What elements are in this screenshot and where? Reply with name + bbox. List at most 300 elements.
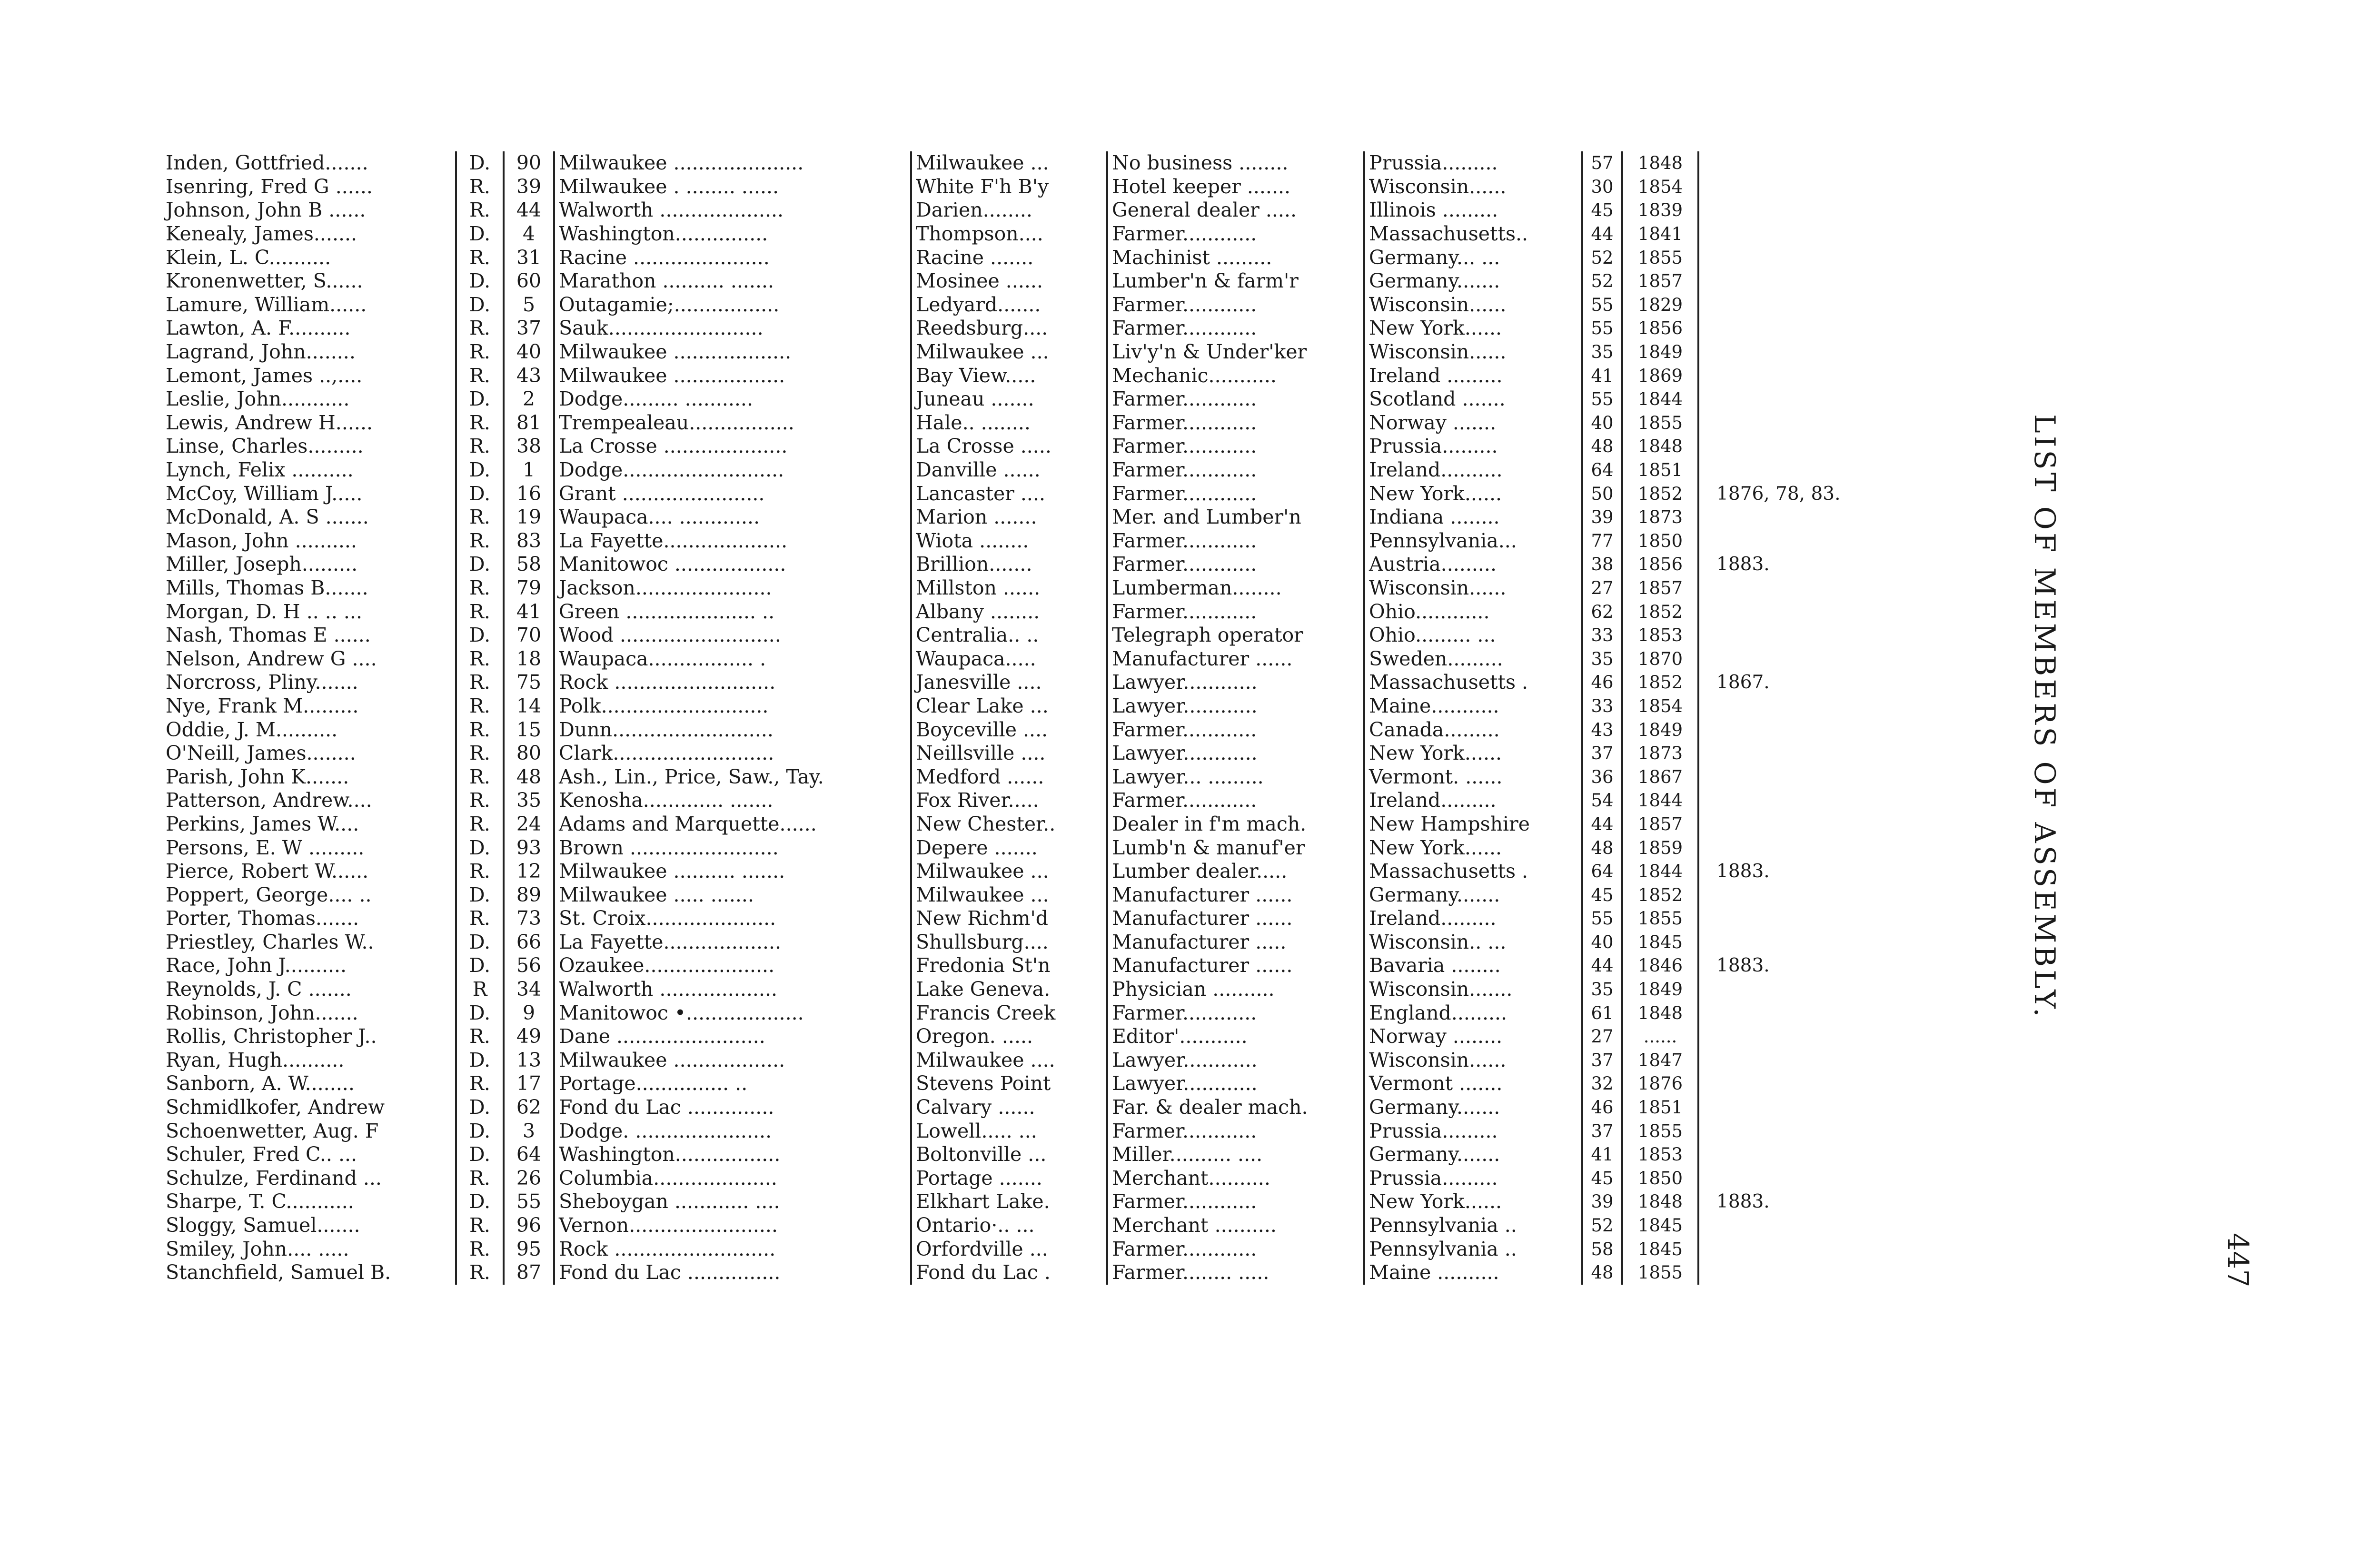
birthplace: Prussia......... [1364,435,1582,458]
district-number: 37 [504,317,554,340]
member-name: Schmidlkofer, Andrew [166,1096,385,1119]
member-name: Schulze, Ferdinand ... [166,1166,382,1189]
member-row [162,576,1873,600]
previous-service [1698,198,1873,222]
year-came-to-state: 1855 [1622,411,1698,435]
party: D. [456,293,504,317]
birthplace: New York...... [1364,836,1582,860]
county: Sheboygan ............ .... [554,1190,911,1214]
birthplace: Prussia......... [1364,1167,1582,1190]
post-office: Reedsburg.... [911,317,1107,340]
occupation: Manufacturer ...... [1107,907,1364,931]
district-number: 49 [504,1025,554,1049]
county: Vernon........................ [554,1214,911,1238]
member-row [162,317,1873,340]
district-number: 1 [504,458,554,482]
occupation: Lawyer............ [1107,742,1364,765]
post-office: Oregon. ..... [911,1025,1107,1049]
district-number: 34 [504,978,554,1001]
previous-service [1698,1143,1873,1167]
county: Brown ........................ [554,836,911,860]
year-came-to-state: 1848 [1622,1190,1698,1214]
age: 52 [1582,269,1622,293]
age: 39 [1582,505,1622,529]
occupation: Lawyer............ [1107,1072,1364,1096]
district-number: 35 [504,789,554,813]
year-came-to-state: 1844 [1622,789,1698,813]
age: 48 [1582,836,1622,860]
party: R. [456,647,504,671]
year-came-to-state: 1876 [1622,1072,1698,1096]
district-number: 17 [504,1072,554,1096]
birthplace: Norway ........ [1364,1025,1582,1049]
party: D. [456,954,504,978]
occupation: Lumber dealer..... [1107,860,1364,883]
year-came-to-state: 1845 [1622,1214,1698,1238]
year-came-to-state: 1852 [1622,883,1698,907]
member-name: Sanborn, A. W........ [166,1072,355,1095]
previous-service [1698,624,1873,647]
birthplace: Pennsylvania... [1364,529,1582,553]
county: Green ..................... .. [554,600,911,624]
party: R. [456,718,504,742]
member-row [162,1237,1873,1261]
previous-service: 1883. [1716,861,1770,882]
previous-service [1698,883,1873,907]
birthplace: Massachusetts.. [1364,222,1582,246]
member-row [162,175,1873,199]
age: 30 [1582,175,1622,199]
county: Dunn.......................... [554,718,911,742]
post-office: Janesville .... [911,671,1107,694]
district-number: 19 [504,505,554,529]
previous-service [1698,1167,1873,1190]
age: 52 [1582,246,1622,269]
previous-service [1698,978,1873,1001]
age: 48 [1582,1261,1622,1285]
member-name: Miller, Joseph......... [166,553,358,576]
occupation: Machinist ......... [1107,246,1364,269]
post-office: Depere ....... [911,836,1107,860]
birthplace: Germany....... [1364,1096,1582,1120]
county: Portage............... .. [554,1072,911,1096]
county: Ash., Lin., Price, Saw., Tay. [554,765,911,789]
year-came-to-state: 1859 [1622,836,1698,860]
occupation: General dealer ..... [1107,198,1364,222]
members-table-body [162,151,1873,1285]
post-office: New Chester.. [911,813,1107,836]
previous-service [1698,647,1873,671]
post-office: Boltonville ... [911,1143,1107,1167]
age: 46 [1582,671,1622,694]
member-name: Inden, Gottfried....... [166,151,368,175]
party: R. [456,529,504,553]
party: D. [456,1049,504,1072]
year-came-to-state: 1848 [1622,1001,1698,1025]
county: Trempealeau................. [554,411,911,435]
district-number: 62 [504,1096,554,1120]
member-name: Stanchfield, Samuel B. [166,1261,391,1284]
member-name: Linse, Charles......... [166,435,364,458]
county: Fond du Lac .............. [554,1096,911,1120]
county: Marathon .......... ....... [554,269,911,293]
district-number: 75 [504,671,554,694]
previous-service [1698,175,1873,199]
previous-service [1698,340,1873,364]
age: 45 [1582,883,1622,907]
year-came-to-state: 1855 [1622,246,1698,269]
district-number: 56 [504,954,554,978]
age: 52 [1582,1214,1622,1238]
age: 62 [1582,600,1622,624]
party: R [456,978,504,1001]
county: Milwaukee . ........ ...... [554,175,911,199]
year-came-to-state: 1841 [1622,222,1698,246]
previous-service [1698,529,1873,553]
member-row [162,1119,1873,1143]
post-office: Danville ...... [911,458,1107,482]
birthplace: Maine .......... [1364,1261,1582,1285]
previous-service [1698,576,1873,600]
member-row [162,387,1873,411]
county: Clark.......................... [554,742,911,765]
district-number: 73 [504,907,554,931]
age: 38 [1582,553,1622,576]
party: R. [456,175,504,199]
district-number: 58 [504,553,554,576]
post-office: La Crosse ..... [911,435,1107,458]
post-office: Boyceville .... [911,718,1107,742]
year-came-to-state: 1829 [1622,293,1698,317]
member-name: Ryan, Hugh.......... [166,1048,345,1071]
district-number: 2 [504,387,554,411]
birthplace: Ohio......... ... [1364,624,1582,647]
year-came-to-state: 1848 [1622,151,1698,175]
county: La Crosse .................... [554,435,911,458]
post-office: Francis Creek [911,1001,1107,1025]
district-number: 43 [504,364,554,387]
post-office: Brillion....... [911,553,1107,576]
birthplace: New York...... [1364,1190,1582,1214]
age: 33 [1582,624,1622,647]
post-office: White F'h B'y [911,175,1107,199]
occupation: Farmer............ [1107,1119,1364,1143]
birthplace: Wisconsin...... [1364,340,1582,364]
previous-service [1698,1119,1873,1143]
birthplace: Maine........... [1364,694,1582,718]
age: 64 [1582,860,1622,883]
occupation: Farmer............ [1107,529,1364,553]
birthplace: Norway ....... [1364,411,1582,435]
year-came-to-state: 1839 [1622,198,1698,222]
birthplace: New York...... [1364,742,1582,765]
post-office: Calvary ...... [911,1096,1107,1120]
county: Grant ....................... [554,482,911,505]
previous-service [1698,789,1873,813]
member-row [162,907,1873,931]
party: R. [456,246,504,269]
age: 55 [1582,317,1622,340]
occupation: Farmer............ [1107,718,1364,742]
county: Waupaca................. . [554,647,911,671]
year-came-to-state: 1850 [1622,1167,1698,1190]
year-came-to-state: 1849 [1622,978,1698,1001]
party: R. [456,694,504,718]
district-number: 89 [504,883,554,907]
member-name: Priestley, Charles W.. [166,930,374,953]
previous-service [1698,458,1873,482]
party: R. [456,600,504,624]
occupation: Farmer............ [1107,435,1364,458]
birthplace: Wisconsin...... [1364,293,1582,317]
county: Walworth ................... [554,978,911,1001]
member-name: Oddie, J. M.......... [166,718,338,741]
year-came-to-state: 1848 [1622,435,1698,458]
county: Walworth .................... [554,198,911,222]
member-name: Persons, E. W ......... [166,836,365,859]
birthplace: Ireland ......... [1364,364,1582,387]
occupation: Farmer............ [1107,1190,1364,1214]
year-came-to-state: 1844 [1622,387,1698,411]
age: 46 [1582,1096,1622,1120]
district-number: 90 [504,151,554,175]
previous-service: 1883. [1716,955,1770,977]
occupation: Mechanic........... [1107,364,1364,387]
birthplace: Ireland.......... [1364,458,1582,482]
party: D. [456,931,504,954]
post-office: Milwaukee ... [911,340,1107,364]
member-row [162,293,1873,317]
year-came-to-state: 1855 [1622,1119,1698,1143]
year-came-to-state: 1847 [1622,1049,1698,1072]
member-row [162,671,1873,694]
member-row [162,1143,1873,1167]
member-name: Schoenwetter, Aug. F [166,1119,379,1142]
age: 37 [1582,1119,1622,1143]
member-row [162,718,1873,742]
previous-service: 1883. [1716,554,1770,575]
birthplace: Wisconsin...... [1364,175,1582,199]
age: 36 [1582,765,1622,789]
district-number: 31 [504,246,554,269]
occupation: Editor'........... [1107,1025,1364,1049]
post-office: Mosinee ...... [911,269,1107,293]
occupation: Manufacturer ...... [1107,647,1364,671]
county: Waupaca.... ............. [554,505,911,529]
party: R. [456,907,504,931]
age: 39 [1582,1190,1622,1214]
occupation: Lawyer............ [1107,694,1364,718]
age: 77 [1582,529,1622,553]
party: R. [456,1214,504,1238]
birthplace: Pennsylvania .. [1364,1237,1582,1261]
age: 45 [1582,198,1622,222]
county: Milwaukee ..................... [554,151,911,175]
party: D. [456,1001,504,1025]
age: 41 [1582,364,1622,387]
year-came-to-state: 1857 [1622,813,1698,836]
age: 27 [1582,1025,1622,1049]
post-office: Orfordville ... [911,1237,1107,1261]
occupation: Merchant .......... [1107,1214,1364,1238]
county: Jackson...................... [554,576,911,600]
occupation: Lawyer............ [1107,671,1364,694]
district-number: 13 [504,1049,554,1072]
birthplace: Ohio............ [1364,600,1582,624]
occupation: Farmer............ [1107,600,1364,624]
member-row [162,883,1873,907]
post-office: Elkhart Lake. [911,1190,1107,1214]
party: R. [456,1167,504,1190]
member-row [162,1261,1873,1285]
county: St. Croix..................... [554,907,911,931]
county: Milwaukee ................... [554,340,911,364]
birthplace: Vermont ....... [1364,1072,1582,1096]
age: 61 [1582,1001,1622,1025]
county: Wood .......................... [554,624,911,647]
age: 40 [1582,411,1622,435]
county: Dodge. ...................... [554,1119,911,1143]
district-number: 93 [504,836,554,860]
occupation: Physician .......... [1107,978,1364,1001]
post-office: Centralia.. .. [911,624,1107,647]
previous-service [1698,1237,1873,1261]
party: R. [456,1072,504,1096]
party: R. [456,198,504,222]
occupation: Miller.......... .... [1107,1143,1364,1167]
occupation: Lawyer... ......... [1107,765,1364,789]
district-number: 66 [504,931,554,954]
occupation: Manufacturer ...... [1107,883,1364,907]
age: 27 [1582,576,1622,600]
age: 44 [1582,813,1622,836]
county: Sauk......................... [554,317,911,340]
county: Dane ........................ [554,1025,911,1049]
previous-service [1698,907,1873,931]
year-came-to-state: 1852 [1622,482,1698,505]
age: 32 [1582,1072,1622,1096]
member-name: McCoy, William J..... [166,482,363,505]
member-name: Sharpe, T. C........... [166,1190,354,1213]
year-came-to-state: 1867 [1622,765,1698,789]
county: Dodge......... ........... [554,387,911,411]
previous-service [1698,1214,1873,1238]
age: 44 [1582,222,1622,246]
birthplace: Vermont. ...... [1364,765,1582,789]
year-came-to-state: 1852 [1622,600,1698,624]
district-number: 55 [504,1190,554,1214]
member-row [162,1096,1873,1120]
county: Milwaukee ..... ....... [554,883,911,907]
birthplace: Wisconsin...... [1364,1049,1582,1072]
member-name: Leslie, John........... [166,387,350,411]
district-number: 64 [504,1143,554,1167]
occupation: Farmer............ [1107,387,1364,411]
previous-service [1698,1001,1873,1025]
birthplace: Indiana ........ [1364,505,1582,529]
party: R. [456,1237,504,1261]
post-office: Bay View..... [911,364,1107,387]
party: R. [456,411,504,435]
post-office: Millston ...... [911,576,1107,600]
county: Adams and Marquette...... [554,813,911,836]
page-number: 447 [2221,1233,2254,1288]
member-row [162,222,1873,246]
member-row [162,364,1873,387]
previous-service [1698,765,1873,789]
previous-service [1698,222,1873,246]
previous-service [1698,600,1873,624]
district-number: 83 [504,529,554,553]
party: R. [456,340,504,364]
party: R. [456,860,504,883]
county: Manitowoc .................. [554,553,911,576]
member-name: Johnson, John B ...... [166,198,366,222]
county: Columbia.................... [554,1167,911,1190]
member-name: McDonald, A. S ....... [166,505,369,529]
previous-service [1698,435,1873,458]
party: D. [456,1096,504,1120]
member-row [162,742,1873,765]
previous-service [1698,364,1873,387]
occupation: Merchant.......... [1107,1167,1364,1190]
running-head: LIST OF MEMBERS OF ASSEMBLY. [2028,414,2061,1020]
occupation: No business ........ [1107,151,1364,175]
member-row [162,340,1873,364]
previous-service [1698,387,1873,411]
district-number: 80 [504,742,554,765]
district-number: 5 [504,293,554,317]
member-name: Reynolds, J. C ....... [166,978,352,1001]
party: D. [456,836,504,860]
age: 55 [1582,293,1622,317]
party: D. [456,624,504,647]
member-row [162,860,1873,883]
birthplace: New York...... [1364,317,1582,340]
occupation: Farmer............ [1107,789,1364,813]
previous-service [1698,813,1873,836]
member-name: Smiley, John.... ..... [166,1237,349,1260]
member-row [162,624,1873,647]
member-name: Lemont, James ..,.... [166,364,363,387]
district-number: 40 [504,340,554,364]
county: Rock .......................... [554,671,911,694]
party: D. [456,1119,504,1143]
post-office: Lancaster .... [911,482,1107,505]
occupation: Farmer........ ..... [1107,1261,1364,1285]
birthplace: Ireland......... [1364,907,1582,931]
member-row [162,954,1873,978]
occupation: Lawyer............ [1107,1049,1364,1072]
county: Washington............... [554,222,911,246]
member-name: Lynch, Felix .......... [166,458,354,482]
member-name: Poppert, George.... .. [166,883,372,906]
occupation: Farmer............ [1107,222,1364,246]
member-name: Isenring, Fred G ...... [166,175,373,198]
member-row [162,458,1873,482]
birthplace: Massachusetts . [1364,671,1582,694]
year-came-to-state: 1856 [1622,553,1698,576]
year-came-to-state: 1850 [1622,529,1698,553]
member-row [162,151,1873,175]
member-row [162,198,1873,222]
previous-service [1698,1049,1873,1072]
age: 35 [1582,340,1622,364]
previous-service [1698,411,1873,435]
member-row [162,269,1873,293]
party: R. [456,671,504,694]
age: 37 [1582,742,1622,765]
